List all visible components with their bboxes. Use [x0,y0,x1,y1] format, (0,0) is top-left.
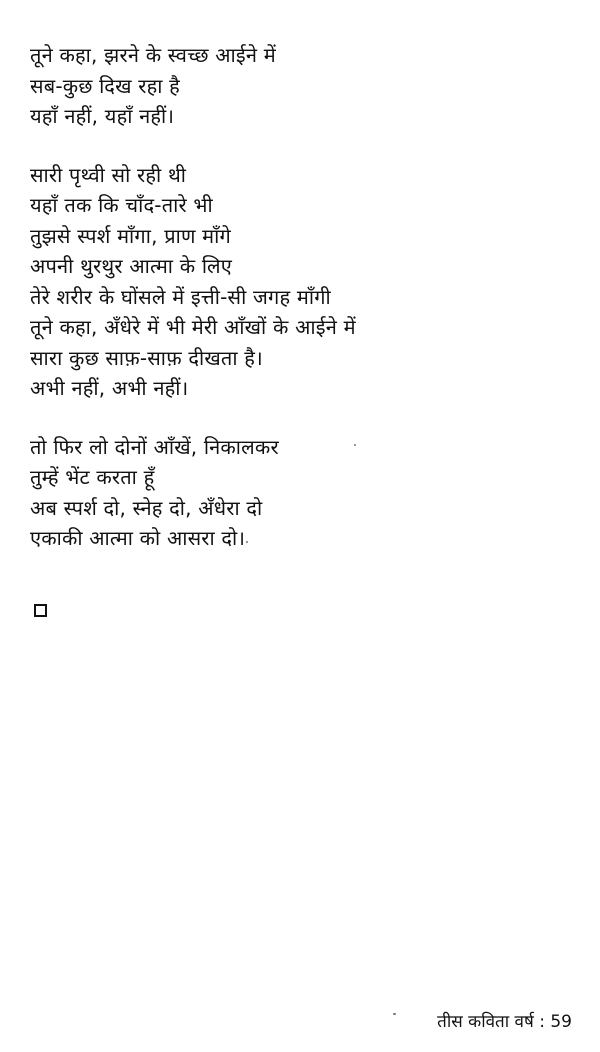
poem-line: तुझसे स्पर्श माँगा, प्राण माँगे [30,223,231,248]
poem-line: सब-कुछ दिख रहा है [30,73,180,98]
poem-line: अभी नहीं, अभी नहीं। [30,376,189,400]
poem-line: यहाँ तक कि चाँद-तारे भी [30,193,213,217]
poem-line: अब स्पर्श दो, स्नेह दो, अँधेरा दो [30,495,263,520]
poem [30,40,590,582]
scan-speck [246,541,248,543]
poem-line: सारी पृथ्वी सो रही थी [30,162,187,187]
scan-speck [354,444,356,446]
poem-line: एकाकी आत्मा को आसरा दो। [30,526,246,550]
stanza-3 [30,432,590,554]
stanza-2 [30,160,590,404]
poem-line: तूने कहा, झरने के स्वच्छ आईने में [30,43,276,67]
poem-line: तुम्हें भेंट करता हूँ [30,465,155,489]
poem-line: तूने कहा, अँधेरे में भी मेरी आँखों के आईने में [30,315,356,339]
scan-speck [393,1013,396,1015]
poem-line: तो फिर लो दोनों आँखें, निकालकर [30,434,279,459]
poem-line: यहाँ नहीं, यहाँ नहीं। [30,104,175,128]
poem-line: अपनी थुरथुर आत्मा के लिए [30,254,233,278]
end-of-poem-square-icon [34,604,47,617]
poem-line: तेरे शरीर के घोंसले में इत्ती-सी जगह माँगी [30,284,331,309]
page-footer: तीस कविता वर्ष : 59 [437,1012,572,1032]
stanza-1 [30,40,590,132]
poem-line: सारा कुछ साफ़-साफ़ दीखता है। [30,345,263,370]
